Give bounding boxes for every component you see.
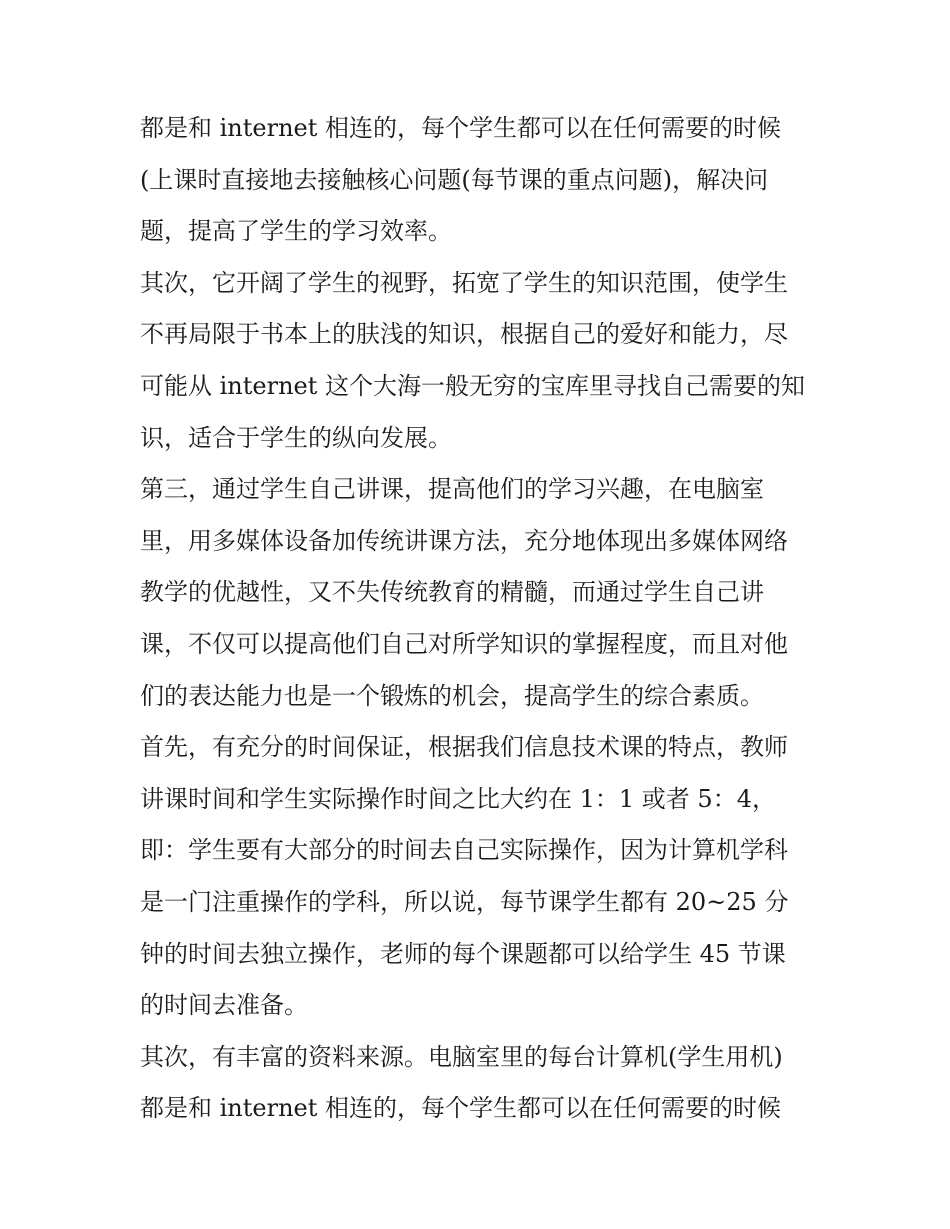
text-line: 讲课时间和学生实际操作时间之比大约在 1：1 或者 5：4， xyxy=(140,784,776,813)
text-line: 题，提高了学生的学习效率。 xyxy=(140,217,452,246)
text-line: 里，用多媒体设备加传统讲课方法，充分地体现出多媒体网络 xyxy=(140,526,788,555)
text-line: 钟的时间去独立操作，老师的每个课题都可以给学生 45 节课 xyxy=(140,939,786,968)
text-line: 都是和 internet 相连的，每个学生都可以在任何需要的时候 xyxy=(140,1094,782,1123)
body-text xyxy=(140,103,820,1135)
text-line: 首先，有充分的时间保证，根据我们信息技术课的特点，教师 xyxy=(140,733,788,762)
text-line: 识，适合于学生的纵向发展。 xyxy=(140,423,452,452)
text-line: (上课时直接地去接触核心问题(每节课的重点问题)，解决问 xyxy=(140,165,769,194)
text-line: 的时间去准备。 xyxy=(140,991,308,1020)
text-line: 第三，通过学生自己讲课，提高他们的学习兴趣，在电脑室 xyxy=(140,475,764,504)
text-line: 可能从 internet 这个大海一般无穷的宝库里寻找自己需要的知 xyxy=(140,371,806,400)
text-line: 们的表达能力也是一个锻炼的机会，提高学生的综合素质。 xyxy=(140,681,764,710)
text-line: 其次，它开阔了学生的视野，拓宽了学生的知识范围，使学生 xyxy=(140,268,788,297)
text-line: 其次，有丰富的资料来源。电脑室里的每台计算机(学生用机) xyxy=(140,1042,783,1071)
text-line: 课，不仅可以提高他们自己对所学知识的掌握程度，而且对他 xyxy=(140,629,788,658)
text-line: 即：学生要有大部分的时间去自己实际操作，因为计算机学科 xyxy=(140,836,788,865)
text-line: 是一门注重操作的学科，所以说，每节课学生都有 20~25 分 xyxy=(140,887,789,916)
text-line: 不再局限于书本上的肤浅的知识，根据自己的爱好和能力，尽 xyxy=(140,320,788,349)
text-line: 都是和 internet 相连的，每个学生都可以在任何需要的时候 xyxy=(140,114,782,142)
text-line: 教学的优越性，又不失传统教育的精髓，而通过学生自己讲 xyxy=(140,578,764,607)
